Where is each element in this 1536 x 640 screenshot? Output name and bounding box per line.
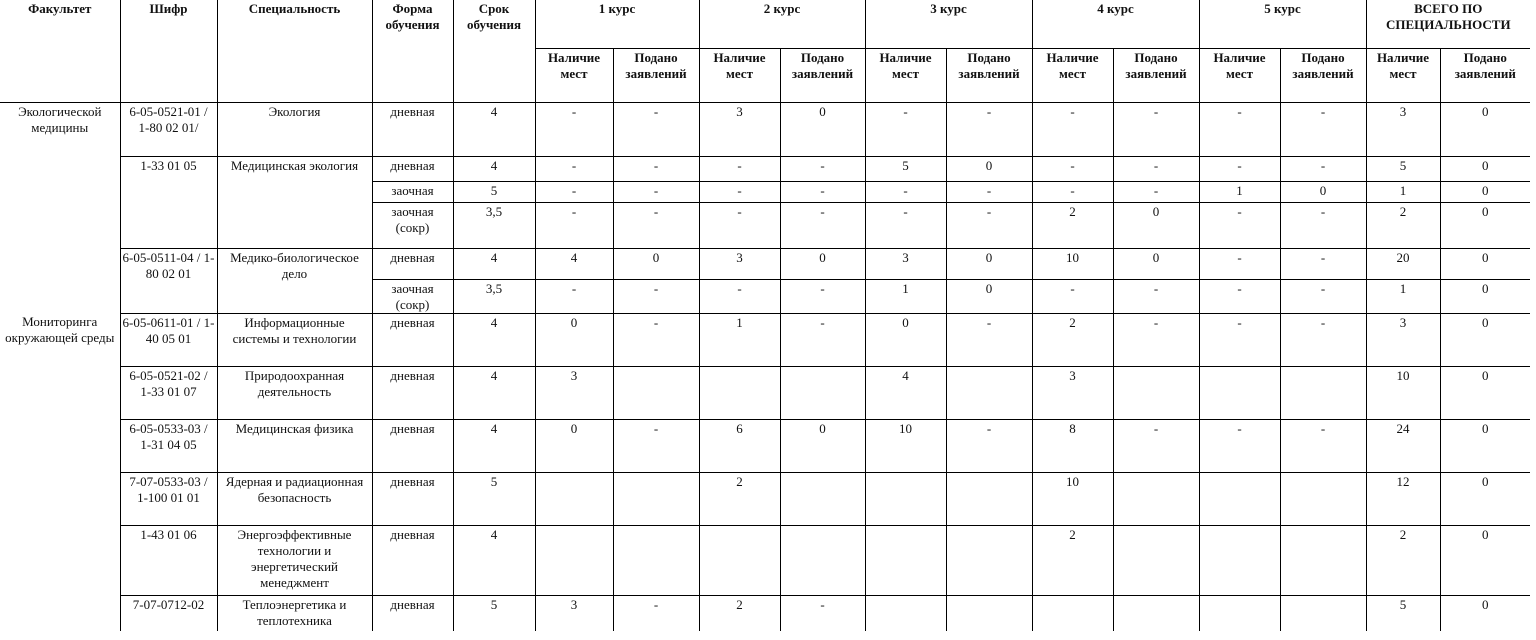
- applied-cell: [1280, 595, 1366, 631]
- header-applied: Подано заявлений: [1280, 48, 1366, 102]
- applied-cell: 0: [1113, 202, 1199, 248]
- places-cell: -: [1199, 279, 1280, 313]
- places-cell: 3: [535, 595, 613, 631]
- faculty-name: Мониторинга окружающей среды: [5, 314, 115, 345]
- table-row: [0, 313, 1530, 366]
- term-cell: 5: [453, 181, 535, 202]
- specialty-cell: Экология: [217, 102, 372, 156]
- table-row: [0, 248, 1530, 279]
- table-row: [0, 472, 1530, 525]
- applied-cell: -: [613, 279, 699, 313]
- applied-cell: [613, 525, 699, 595]
- form-cell: дневная: [372, 525, 453, 595]
- form-cell: дневная: [372, 419, 453, 472]
- places-cell: 10: [1032, 472, 1113, 525]
- table-row: [0, 525, 1530, 595]
- form-cell: дневная: [372, 595, 453, 631]
- places-cell: 12: [1366, 472, 1440, 525]
- code-cell: 6-05-0511-04 / 1-80 02 01: [120, 248, 217, 313]
- applied-cell: 0: [1440, 248, 1530, 279]
- applied-cell: -: [1280, 419, 1366, 472]
- form-cell: дневная: [372, 472, 453, 525]
- header-term: Срок обучения: [453, 0, 535, 102]
- applied-cell: -: [1113, 313, 1199, 366]
- term-cell: 4: [453, 156, 535, 181]
- places-cell: [535, 472, 613, 525]
- places-cell: 10: [1366, 366, 1440, 419]
- applied-cell: [946, 472, 1032, 525]
- places-cell: -: [699, 181, 780, 202]
- applied-cell: -: [1113, 279, 1199, 313]
- table-row: [0, 419, 1530, 472]
- applied-cell: 0: [946, 248, 1032, 279]
- applied-cell: [1280, 472, 1366, 525]
- form-cell: дневная: [372, 248, 453, 279]
- applied-cell: [613, 366, 699, 419]
- form-cell: заочная: [372, 181, 453, 202]
- places-cell: 3: [1366, 102, 1440, 156]
- header-applied: Подано заявлений: [613, 48, 699, 102]
- places-cell: 5: [1366, 595, 1440, 631]
- applied-cell: 0: [1440, 279, 1530, 313]
- term-cell: 4: [453, 313, 535, 366]
- places-cell: 2: [1366, 525, 1440, 595]
- places-cell: 3: [865, 248, 946, 279]
- table-row: [0, 366, 1530, 419]
- places-cell: [865, 525, 946, 595]
- table-row: [0, 595, 1530, 631]
- places-cell: -: [1032, 279, 1113, 313]
- places-cell: -: [535, 279, 613, 313]
- header-applied: Подано заявлений: [946, 48, 1032, 102]
- applied-cell: [780, 525, 865, 595]
- applied-cell: 0: [780, 248, 865, 279]
- applied-cell: -: [613, 595, 699, 631]
- places-cell: 24: [1366, 419, 1440, 472]
- places-cell: [1199, 595, 1280, 631]
- header-total: ВСЕГО ПО СПЕЦИАЛЬНОСТИ: [1366, 0, 1530, 48]
- places-cell: [1199, 525, 1280, 595]
- applied-cell: [946, 525, 1032, 595]
- places-cell: 3: [1366, 313, 1440, 366]
- header-places: Наличие мест: [1199, 48, 1280, 102]
- places-cell: 3: [699, 248, 780, 279]
- applied-cell: -: [946, 313, 1032, 366]
- header-places: Наличие мест: [535, 48, 613, 102]
- places-cell: [1199, 472, 1280, 525]
- places-cell: 2: [1032, 313, 1113, 366]
- places-cell: 5: [865, 156, 946, 181]
- header-code: Шифр: [120, 0, 217, 102]
- header-places: Наличие мест: [699, 48, 780, 102]
- header-course-2: 2 курс: [699, 0, 865, 48]
- code-cell: 6-05-0521-01 / 1-80 02 01/: [120, 102, 217, 156]
- places-cell: [865, 595, 946, 631]
- header-faculty: Факультет: [0, 0, 120, 102]
- applied-cell: 0: [946, 279, 1032, 313]
- places-cell: 10: [1032, 248, 1113, 279]
- applied-cell: [1113, 595, 1199, 631]
- applied-cell: -: [1113, 156, 1199, 181]
- specialty-cell: Медицинская экология: [217, 156, 372, 248]
- applied-cell: 0: [780, 102, 865, 156]
- places-cell: [1199, 366, 1280, 419]
- applied-cell: -: [946, 419, 1032, 472]
- places-cell: 0: [535, 313, 613, 366]
- places-cell: 10: [865, 419, 946, 472]
- header-applied: Подано заявлений: [1440, 48, 1530, 102]
- header-course-4: 4 курс: [1032, 0, 1199, 48]
- header-places: Наличие мест: [1032, 48, 1113, 102]
- places-cell: 1: [1199, 181, 1280, 202]
- applied-cell: [780, 472, 865, 525]
- applied-cell: -: [780, 595, 865, 631]
- applied-cell: -: [1113, 102, 1199, 156]
- applied-cell: -: [1280, 279, 1366, 313]
- form-cell: заочная (сокр): [372, 202, 453, 248]
- applied-cell: 0: [1280, 181, 1366, 202]
- applied-cell: -: [780, 279, 865, 313]
- places-cell: 4: [535, 248, 613, 279]
- table-row: [0, 156, 1530, 181]
- places-cell: 5: [1366, 156, 1440, 181]
- applied-cell: [780, 366, 865, 419]
- places-cell: 6: [699, 419, 780, 472]
- header-specialty: Специальность: [217, 0, 372, 102]
- places-cell: -: [535, 181, 613, 202]
- applied-cell: [1280, 525, 1366, 595]
- applied-cell: -: [946, 181, 1032, 202]
- applied-cell: [1113, 366, 1199, 419]
- places-cell: 1: [1366, 279, 1440, 313]
- applied-cell: 0: [1440, 419, 1530, 472]
- applied-cell: -: [1280, 202, 1366, 248]
- places-cell: -: [535, 156, 613, 181]
- term-cell: 4: [453, 366, 535, 419]
- faculty-name: Экологической медицины: [18, 103, 102, 135]
- applied-cell: [1280, 366, 1366, 419]
- applied-cell: -: [946, 102, 1032, 156]
- form-cell: дневная: [372, 102, 453, 156]
- applied-cell: 0: [1113, 248, 1199, 279]
- code-cell: 6-05-0611-01 / 1-40 05 01: [120, 313, 217, 366]
- places-cell: 8: [1032, 419, 1113, 472]
- applied-cell: [1113, 472, 1199, 525]
- places-cell: 2: [1032, 202, 1113, 248]
- places-cell: -: [1199, 248, 1280, 279]
- places-cell: 1: [1366, 181, 1440, 202]
- places-cell: 1: [699, 313, 780, 366]
- places-cell: -: [699, 156, 780, 181]
- applied-cell: -: [1280, 313, 1366, 366]
- specialty-cell: Ядерная и радиационная безопасность: [217, 472, 372, 525]
- table-row: [0, 102, 1530, 156]
- form-cell: дневная: [372, 156, 453, 181]
- places-cell: -: [865, 181, 946, 202]
- term-cell: 5: [453, 595, 535, 631]
- applied-cell: -: [780, 313, 865, 366]
- applied-cell: 0: [1440, 595, 1530, 631]
- form-cell: дневная: [372, 313, 453, 366]
- code-cell: 6-05-0521-02 / 1-33 01 07: [120, 366, 217, 419]
- applied-cell: 0: [1440, 102, 1530, 156]
- applied-cell: 0: [946, 156, 1032, 181]
- places-cell: [865, 472, 946, 525]
- places-cell: -: [865, 202, 946, 248]
- code-cell: 1-43 01 06: [120, 525, 217, 595]
- form-cell: заочная (сокр): [372, 279, 453, 313]
- header-places: Наличие мест: [1366, 48, 1440, 102]
- places-cell: -: [865, 102, 946, 156]
- places-cell: 2: [1032, 525, 1113, 595]
- applied-cell: 0: [1440, 181, 1530, 202]
- places-cell: [1032, 595, 1113, 631]
- header-applied: Подано заявлений: [780, 48, 865, 102]
- applied-cell: [1113, 525, 1199, 595]
- applied-cell: [946, 595, 1032, 631]
- header-course-1: 1 курс: [535, 0, 699, 48]
- places-cell: 2: [1366, 202, 1440, 248]
- specialty-cell: Энергоэффективные технологии и энергетический менеджмент: [217, 525, 372, 595]
- applied-cell: 0: [1440, 313, 1530, 366]
- applied-cell: 0: [1440, 366, 1530, 419]
- places-cell: 3: [535, 366, 613, 419]
- places-cell: 3: [699, 102, 780, 156]
- applied-cell: -: [780, 156, 865, 181]
- applied-cell: 0: [1440, 525, 1530, 595]
- places-cell: -: [699, 279, 780, 313]
- places-cell: -: [1199, 419, 1280, 472]
- applied-cell: -: [1113, 181, 1199, 202]
- applied-cell: [613, 472, 699, 525]
- term-cell: 3,5: [453, 202, 535, 248]
- term-cell: 4: [453, 525, 535, 595]
- applied-cell: -: [1280, 156, 1366, 181]
- places-cell: -: [1199, 102, 1280, 156]
- applied-cell: -: [613, 419, 699, 472]
- specialty-cell: Медико-биологическое дело: [217, 248, 372, 313]
- specialty-cell: Теплоэнергетика и теплотехника: [217, 595, 372, 631]
- places-cell: 0: [535, 419, 613, 472]
- applied-cell: -: [1280, 102, 1366, 156]
- code-cell: 1-33 01 05: [120, 156, 217, 248]
- applied-cell: -: [613, 181, 699, 202]
- form-cell: дневная: [372, 366, 453, 419]
- applied-cell: -: [946, 202, 1032, 248]
- term-cell: 4: [453, 419, 535, 472]
- applied-cell: 0: [1440, 202, 1530, 248]
- places-cell: -: [1032, 156, 1113, 181]
- places-cell: 3: [1032, 366, 1113, 419]
- term-cell: 4: [453, 102, 535, 156]
- places-cell: -: [535, 102, 613, 156]
- applied-cell: -: [1280, 248, 1366, 279]
- places-cell: -: [1032, 181, 1113, 202]
- header-places: Наличие мест: [865, 48, 946, 102]
- places-cell: -: [1199, 202, 1280, 248]
- places-cell: 0: [865, 313, 946, 366]
- applied-cell: 0: [613, 248, 699, 279]
- applied-cell: -: [613, 313, 699, 366]
- applied-cell: 0: [780, 419, 865, 472]
- places-cell: 2: [699, 472, 780, 525]
- places-cell: 20: [1366, 248, 1440, 279]
- places-cell: [699, 525, 780, 595]
- header-course-5: 5 курс: [1199, 0, 1366, 48]
- applied-cell: -: [1113, 419, 1199, 472]
- header-course-3: 3 курс: [865, 0, 1032, 48]
- applied-cell: 0: [1440, 156, 1530, 181]
- places-cell: -: [1199, 156, 1280, 181]
- applied-cell: 0: [1440, 472, 1530, 525]
- places-cell: -: [1199, 313, 1280, 366]
- specialty-cell: Информационные системы и технологии: [217, 313, 372, 366]
- places-cell: 1: [865, 279, 946, 313]
- applied-cell: -: [613, 102, 699, 156]
- header-form: Форма обучения: [372, 0, 453, 102]
- term-cell: 4: [453, 248, 535, 279]
- code-cell: 7-07-0712-02: [120, 595, 217, 631]
- code-cell: 7-07-0533-03 / 1-100 01 01: [120, 472, 217, 525]
- applied-cell: -: [780, 181, 865, 202]
- places-cell: 2: [699, 595, 780, 631]
- places-cell: -: [1032, 102, 1113, 156]
- header-applied: Подано заявлений: [1113, 48, 1199, 102]
- applied-cell: [946, 366, 1032, 419]
- term-cell: 5: [453, 472, 535, 525]
- code-cell: 6-05-0533-03 / 1-31 04 05: [120, 419, 217, 472]
- places-cell: [699, 366, 780, 419]
- places-cell: -: [699, 202, 780, 248]
- applied-cell: -: [613, 156, 699, 181]
- specialty-cell: Природоохранная деятельность: [217, 366, 372, 419]
- places-cell: -: [535, 202, 613, 248]
- applied-cell: -: [613, 202, 699, 248]
- places-cell: [535, 525, 613, 595]
- specialty-cell: Медицинская физика: [217, 419, 372, 472]
- applied-cell: -: [780, 202, 865, 248]
- term-cell: 3,5: [453, 279, 535, 313]
- places-cell: 4: [865, 366, 946, 419]
